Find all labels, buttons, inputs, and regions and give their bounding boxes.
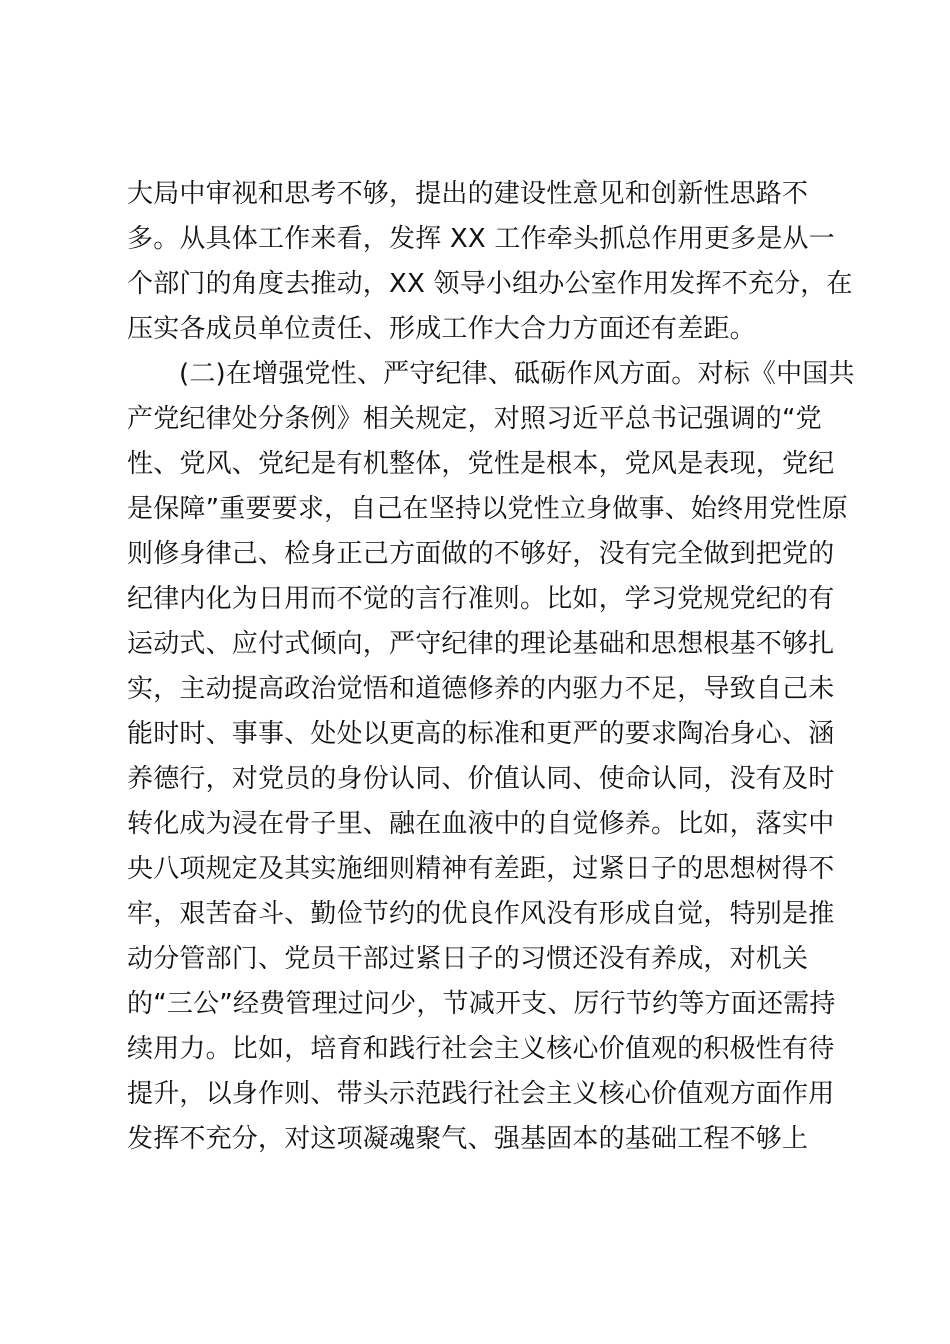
text-line: 多。从具体工作来看，发挥 XX 工作牵头抓总作用更多是从一 — [127, 224, 835, 254]
text-line: 养德行，对党员的身份认同、价值认同、使命认同，没有及时 — [127, 764, 835, 794]
text-line: 续用力。比如，培育和践行社会主义核心价值观的积极性有待 — [127, 1034, 835, 1064]
text-line: 实，主动提高政治觉悟和道德修养的内驱力不足，导致自己未 — [127, 674, 835, 704]
text-line: 动分管部门、党员干部过紧日子的习惯还没有养成，对机关 — [127, 944, 809, 974]
text-line: 运动式、应付式倾向，严守纪律的理论基础和思想根基不够扎 — [127, 629, 835, 659]
text-line: 转化成为浸在骨子里、融在血液中的自觉修养。比如，落实中 — [127, 809, 835, 839]
text-line: 压实各成员单位责任、形成工作大合力方面还有差距。 — [127, 314, 756, 344]
text-line: 的“三公”经费管理过问少，节减开支、厉行节约等方面还需持 — [127, 989, 836, 1019]
section-heading-line: (二)在增强党性、严守纪律、砥砺作风方面。对标《中国共 — [179, 359, 855, 389]
text-line: 牢，艰苦奋斗、勤俭节约的优良作风没有形成自觉，特别是推 — [127, 899, 835, 929]
text-line: 性、党风、党纪是有机整体，党性是根本，党风是表现，党纪 — [127, 449, 835, 479]
text-line: 提升，以身作则、带头示范践行社会主义核心价值观方面作用 — [127, 1079, 835, 1109]
text-line: 个部门的角度去推动，XX 领导小组办公室作用发挥不充分，在 — [127, 269, 853, 299]
text-line: 是保障”重要要求，自己在坚持以党性立身做事、始终用党性原 — [127, 494, 849, 524]
text-line: 央八项规定及其实施细则精神有差距，过紧日子的思想树得不 — [127, 854, 835, 884]
body-text — [127, 172, 855, 1162]
text-line: 大局中审视和思考不够，提出的建设性意见和创新性思路不 — [127, 179, 809, 209]
text-line: 则修身律己、检身正己方面做的不够好，没有完全做到把党的 — [127, 539, 835, 569]
text-line: 纪律内化为日用而不觉的言行准则。比如，学习党规党纪的有 — [127, 584, 835, 614]
text-line: 产党纪律处分条例》相关规定，对照习近平总书记强调的“党 — [127, 404, 822, 434]
text-line: 能时时、事事、处处以更高的标准和更严的要求陶冶身心、涵 — [127, 719, 835, 749]
text-line: 发挥不充分，对这项凝魂聚气、强基固本的基础工程不够上 — [127, 1124, 809, 1154]
